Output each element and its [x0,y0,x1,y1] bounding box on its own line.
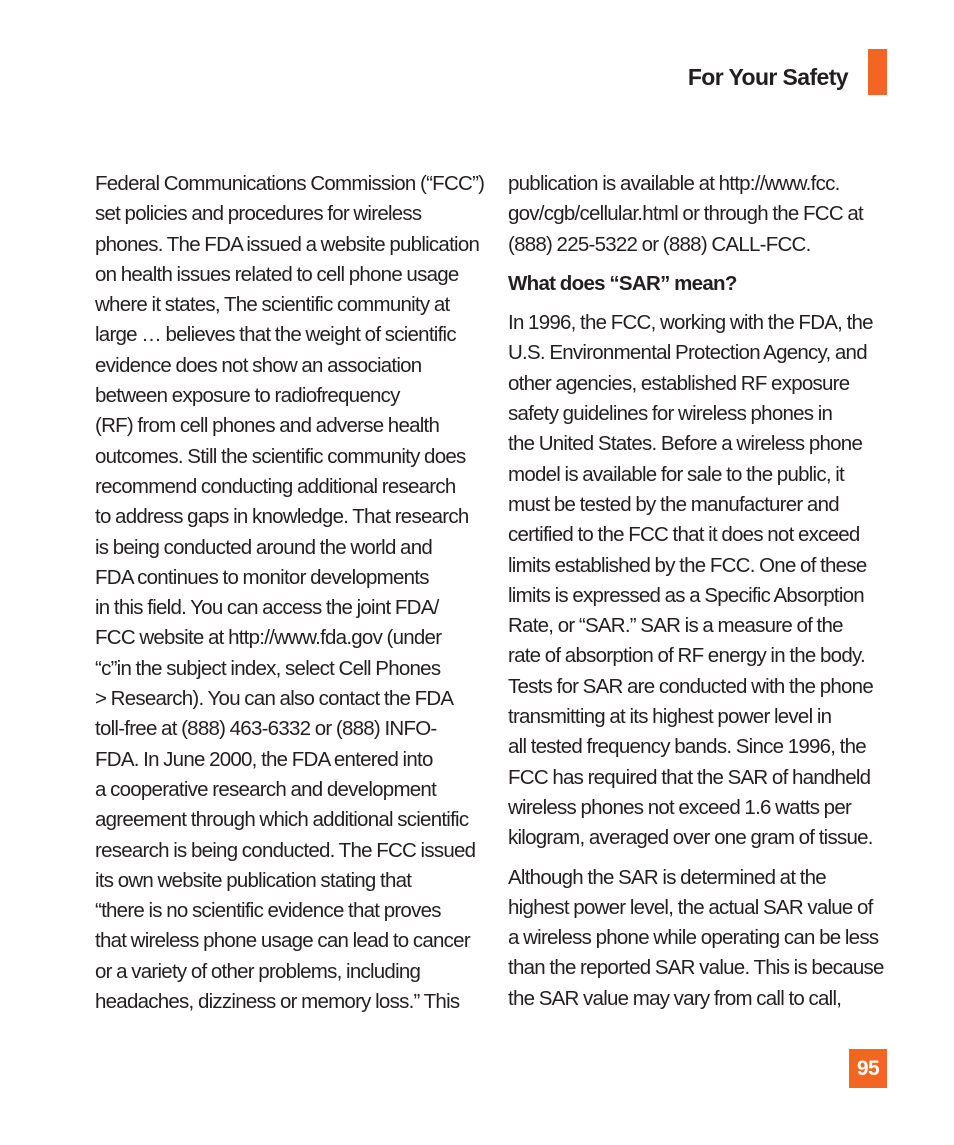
text-line: between exposure to radiofrequency [95,384,400,408]
text-line: Tests for SAR are conducted with the phone [508,674,873,698]
body-paragraph [95,169,483,1017]
text-line: to address gaps in knowledge. That research [95,505,469,529]
text-line: the SAR value may vary from call to call, [508,986,842,1010]
sar-subheading: What does “SAR” mean? [508,271,737,295]
text-line: certified to the FCC that it does not exceed [508,523,860,547]
text-line: Rate, or “SAR.” SAR is a measure of the [508,614,843,638]
text-line: recommend conducting additional research [95,474,456,498]
body-paragraph [508,169,888,260]
body-paragraph [508,308,888,853]
text-line: highest power level, the actual SAR value of [508,895,873,919]
section-accent-bar [868,49,887,95]
text-line: research is being conducted. The FCC issued [95,838,476,862]
text-line: than the reported SAR value. This is because [508,956,884,980]
text-line: all tested frequency bands. Since 1996, the [508,735,866,759]
text-line: Although the SAR is determined at the [508,865,826,889]
text-line: publication is available at http://www.fcc. [508,172,840,195]
text-line: (888) 225-5322 or (888) CALL-FCC. [508,232,811,256]
text-line: where it states, The scientific community at [95,293,450,317]
right-column [508,169,888,1023]
text-line: kilogram, averaged over one gram of tissue. [508,826,873,850]
page-number: 95 [849,1049,887,1088]
text-line: FCC has required that the SAR of handheld [508,765,871,789]
text-line: toll-free at (888) 463-6332 or (888) INFO- [95,717,437,741]
text-line: agreement through which additional scientific [95,808,469,832]
text-line: a wireless phone while operating can be less [508,926,879,950]
text-line: phones. The FDA issued a website publication [95,232,480,256]
text-line: “there is no scientific evidence that proves [95,899,441,923]
text-line: in this field. You can access the joint FDA/ [95,596,439,620]
text-line: the United States. Before a wireless phone [508,432,863,456]
text-line: wireless phones not exceed 1.6 watts per [508,795,852,819]
text-line: limits is expressed as a Specific Absorption [508,583,864,607]
text-line: transmitting at its highest power level in [508,705,832,729]
text-line: set policies and procedures for wireless [95,202,422,226]
text-line: its own website publication stating that [95,868,412,892]
text-line: FDA continues to monitor developments [95,565,429,589]
text-line: In 1996, the FCC, working with the FDA, the [508,311,873,335]
text-line: FCC website at http://www.fda.gov (under [95,626,442,650]
text-line: that wireless phone usage can lead to cancer [95,929,470,953]
text-line: Federal Communications Commission (“FCC”) [95,172,485,195]
text-line: safety guidelines for wireless phones in [508,402,833,426]
section-header-title: For Your Safety [687,64,848,90]
text-line: FDA. In June 2000, the FDA entered into [95,747,433,771]
text-line: other agencies, established RF exposure [508,371,850,395]
text-line: large … believes that the weight of scientific [95,323,456,347]
text-line: gov/cgb/cellular.html or through the FCC at [508,202,863,226]
text-line: rate of absorption of RF energy in the body. [508,644,865,668]
text-line: “c”in the subject index, select Cell Phones [95,656,441,680]
text-line: on health issues related to cell phone usage [95,262,459,286]
text-line: > Research). You can also contact the FDA [95,687,454,711]
text-line: (RF) from cell phones and adverse health [95,414,440,438]
text-line: evidence does not show an association [95,353,422,377]
text-line: headaches, dizziness or memory loss.” This [95,990,460,1014]
text-line: outcomes. Still the scientific community does [95,444,466,468]
text-line: is being conducted around the world and [95,535,433,559]
text-line: or a variety of other problems, including [95,959,421,983]
text-line: a cooperative research and development [95,777,437,801]
text-line: limits established by the FCC. One of these [508,553,867,577]
text-line: model is available for sale to the public, it [508,462,845,486]
left-column [95,169,483,1026]
body-paragraph [508,863,888,1014]
text-line: U.S. Environmental Protection Agency, and [508,341,867,365]
text-line: must be tested by the manufacturer and [508,492,839,516]
